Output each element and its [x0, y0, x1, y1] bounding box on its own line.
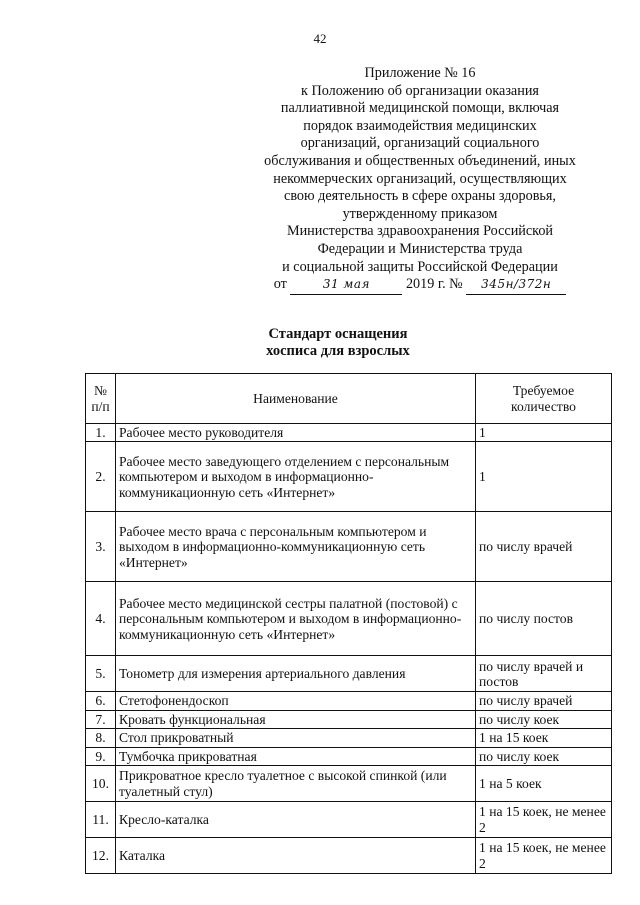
row-quantity: 1: [476, 442, 612, 512]
row-quantity: по числу врачей: [476, 512, 612, 582]
row-item-name: Кресло-каталка: [116, 802, 476, 838]
row-number: 7.: [86, 710, 116, 728]
appendix-line: свою деятельность в сфере охраны здоровья,: [284, 188, 556, 205]
row-item-name: Кровать функциональная: [116, 710, 476, 728]
page-number: 42: [313, 31, 327, 46]
appendix-line: организаций, организаций социального: [300, 135, 540, 152]
column-header-quantity: Требуемое количество: [476, 374, 612, 424]
row-quantity: 1 на 15 коек: [476, 729, 612, 747]
appendix-line: Министерства здравоохранения Российской: [286, 223, 554, 240]
row-quantity: по числу врачей и постов: [476, 656, 612, 692]
column-header-number: № п/п: [86, 374, 116, 424]
appendix-line: и социальной защиты Российской Федерации: [282, 258, 558, 275]
document-title-line: хосписа для взрослых: [266, 343, 410, 359]
handwritten-order-number: 345н/372н: [466, 276, 566, 295]
appendix-line: паллиативной медицинской помощи, включая: [280, 100, 560, 117]
order-date-prefix: от: [273, 276, 287, 293]
row-quantity: по числу постов: [476, 582, 612, 656]
row-number: 2.: [86, 442, 116, 512]
appendix-line: некоммерческих организаций, осуществляющих: [273, 170, 567, 187]
table-row: [86, 838, 612, 874]
row-item-name: Стетофонендоскоп: [116, 692, 476, 710]
row-number: 11.: [86, 802, 116, 838]
column-header-name: Наименование: [116, 374, 476, 424]
appendix-line: утвержденному приказом: [342, 205, 498, 222]
row-number: 1.: [86, 424, 116, 442]
appendix-header: [250, 65, 590, 295]
table-row: [86, 710, 612, 728]
appendix-line: обслуживания и общественных объединений, иных: [264, 152, 576, 169]
row-number: 6.: [86, 692, 116, 710]
row-number: 10.: [86, 766, 116, 802]
row-item-name: Стол прикроватный: [116, 729, 476, 747]
appendix-line: порядок взаимодействия медицинских: [303, 117, 537, 134]
row-item-name: Рабочее место заведующего отделением с персональным компьютером и выходом в информационно-коммуникационную сеть «Интернет»: [116, 442, 476, 512]
row-number: 8.: [86, 729, 116, 747]
row-number: 5.: [86, 656, 116, 692]
order-signature-line: [250, 276, 590, 295]
row-quantity: 1 на 15 коек, не менее 2: [476, 838, 612, 874]
row-item-name: Прикроватное кресло туалетное с высокой спинкой (или туалетный стул): [116, 766, 476, 802]
row-item-name: Рабочее место врача с персональным компьютером и выходом в информационно-коммуникационную сеть «Интернет»: [116, 512, 476, 582]
table-row: [86, 692, 612, 710]
row-item-name: Каталка: [116, 838, 476, 874]
row-quantity: 1 на 15 коек, не менее 2: [476, 802, 612, 838]
document-title: [0, 326, 640, 360]
row-number: 9.: [86, 747, 116, 765]
row-item-name: Рабочее место руководителя: [116, 424, 476, 442]
row-quantity: по числу коек: [476, 710, 612, 728]
row-quantity: по числу врачей: [476, 692, 612, 710]
table-header-row: [86, 374, 612, 424]
equipment-standard-table: [85, 373, 612, 874]
table-row: [86, 582, 612, 656]
table-row: [86, 766, 612, 802]
table-row: [86, 424, 612, 442]
appendix-line: Приложение № 16: [364, 65, 476, 81]
table-row: [86, 747, 612, 765]
order-year-label: 2019 г. №: [405, 276, 463, 293]
row-item-name: Тонометр для измерения артериального давления: [116, 656, 476, 692]
table-row: [86, 656, 612, 692]
handwritten-order-date: 31 мая: [290, 276, 402, 295]
row-quantity: по числу коек: [476, 747, 612, 765]
document-title-line: Стандарт оснащения: [268, 326, 408, 342]
table-row: [86, 442, 612, 512]
row-quantity: 1: [476, 424, 612, 442]
row-quantity: 1 на 5 коек: [476, 766, 612, 802]
row-item-name: Тумбочка прикроватная: [116, 747, 476, 765]
row-number: 3.: [86, 512, 116, 582]
appendix-line: к Положению об организации оказания: [301, 82, 539, 99]
row-item-name: Рабочее место медицинской сестры палатной (постовой) с персональным компьютером и выходом в информационно-коммуникационную сеть «Интернет»: [116, 582, 476, 656]
row-number: 4.: [86, 582, 116, 656]
table-row: [86, 512, 612, 582]
row-number: 12.: [86, 838, 116, 874]
table-row: [86, 729, 612, 747]
table-row: [86, 802, 612, 838]
appendix-line: Федерации и Министерства труда: [317, 240, 523, 257]
